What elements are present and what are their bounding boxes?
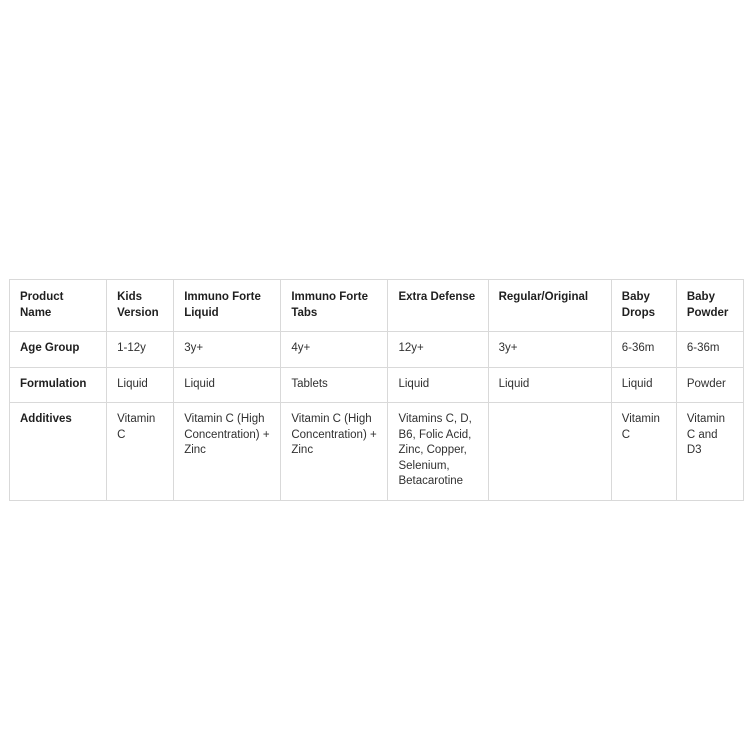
table-cell: 4y+ xyxy=(281,332,388,368)
table-cell: Liquid xyxy=(488,367,611,403)
row-header-additives: Additives xyxy=(10,403,107,501)
table-cell: Vitamin C xyxy=(611,403,676,501)
table-body xyxy=(10,332,744,501)
table-row xyxy=(10,403,744,501)
column-header-product-name: Product Name xyxy=(10,280,107,332)
table-row xyxy=(10,332,744,368)
column-header-immuno-forte-liquid: Immuno Forte Liquid xyxy=(174,280,281,332)
table-cell: Vitamin C xyxy=(107,403,174,501)
column-header-baby-powder: Baby Powder xyxy=(676,280,743,332)
column-header-kids-version: Kids Version xyxy=(107,280,174,332)
table-cell: Tablets xyxy=(281,367,388,403)
table-row xyxy=(10,367,744,403)
table-cell: Liquid xyxy=(388,367,488,403)
table-cell: 6-36m xyxy=(676,332,743,368)
row-header-age-group: Age Group xyxy=(10,332,107,368)
table-cell: Liquid xyxy=(174,367,281,403)
table-container xyxy=(9,279,744,501)
column-header-extra-defense: Extra Defense xyxy=(388,280,488,332)
table-cell: Powder xyxy=(676,367,743,403)
column-header-immuno-forte-tabs: Immuno Forte Tabs xyxy=(281,280,388,332)
table-cell: 3y+ xyxy=(174,332,281,368)
table-header xyxy=(10,280,744,332)
table-cell: 1-12y xyxy=(107,332,174,368)
row-header-formulation: Formulation xyxy=(10,367,107,403)
table-cell: Liquid xyxy=(107,367,174,403)
table-cell: Vitamin C and D3 xyxy=(676,403,743,501)
table-cell: 12y+ xyxy=(388,332,488,368)
table-header-row xyxy=(10,280,744,332)
table-cell: Vitamin C (High Concentration) + Zinc xyxy=(174,403,281,501)
table-cell xyxy=(488,403,611,501)
column-header-regular-original: Regular/Original xyxy=(488,280,611,332)
column-header-baby-drops: Baby Drops xyxy=(611,280,676,332)
table-cell: Vitamin C (High Concentration) + Zinc xyxy=(281,403,388,501)
table-cell: Liquid xyxy=(611,367,676,403)
table-cell: 3y+ xyxy=(488,332,611,368)
table-cell: 6-36m xyxy=(611,332,676,368)
product-comparison-table xyxy=(9,279,744,501)
table-cell: Vitamins C, D, B6, Folic Acid, Zinc, Copper, Selenium, Betacarotine xyxy=(388,403,488,501)
